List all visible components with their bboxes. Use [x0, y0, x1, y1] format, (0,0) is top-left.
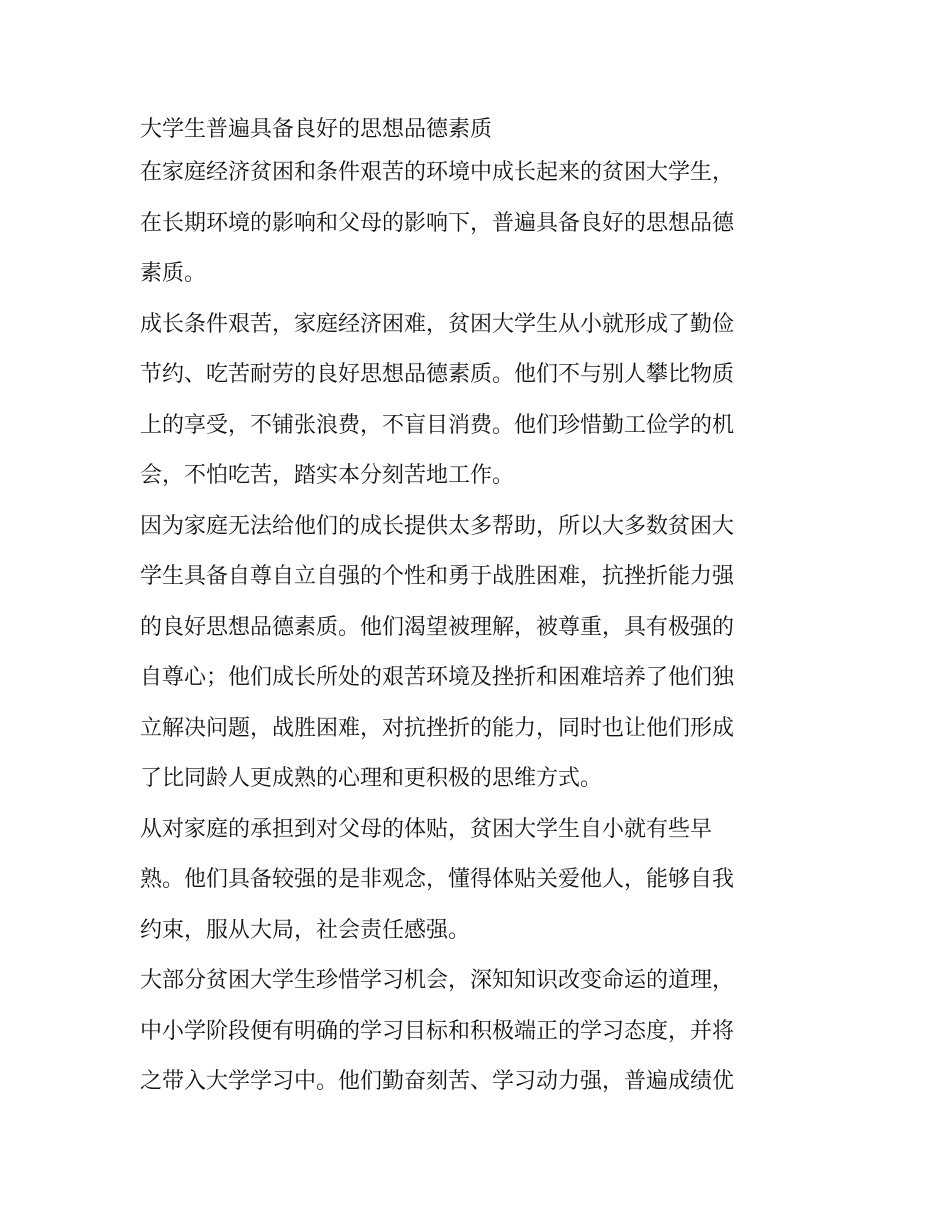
- paragraph-2: 成长条件艰苦，家庭经济困难，贫困大学生从小就形成了勤俭 节约、吃苦耐劳的良好思想品德素质。他们不与别人攀比物质 上的享受，不铺张浪费，不盲目消费。他们珍惜勤工俭学的机 会，不怕吃苦，踏实本分刻苦地工作。: [140, 311, 735, 488]
- paragraph-3: 因为家庭无法给他们的成长提供太多帮助，所以大多数贫困大 学生具备自尊自立自强的个性和勇于战胜困难，抗挫折能力强 的良好思想品德素质。他们渴望被理解，被尊重，具有极强的 自尊心；他们成长所处的艰苦环境及挫折和困难培养了他们独 立解决问题，战胜困难，对抗挫折的能力，同时也让他们形成 了比同龄人更成熟的心理和更积极的思维方式。: [140, 513, 735, 791]
- paragraph-1: 在家庭经济贫困和条件艰苦的环境中成长起来的贫困大学生， 在长期环境的影响和父母的影响下，普遍具备良好的思想品德 素质。: [140, 160, 735, 286]
- section-heading: 大学生普遍具备良好的思想品德素质: [140, 117, 493, 142]
- paragraph-5: 大部分贫困大学生珍惜学习机会，深知知识改变命运的道理， 中小学阶段便有明确的学习目标和积极端正的学习态度，并将 之带入大学学习中。他们勤奋刻苦、学习动力强，普遍成绩优: [140, 968, 735, 1094]
- document-body: [140, 112, 830, 1108]
- paragraph-4: 从对家庭的承担到对父母的体贴，贫困大学生自小就有些早 熟。他们具备较强的是非观念，懂得体贴关爱他人，能够自我 约束，服从大局，社会责任感强。: [140, 816, 735, 943]
